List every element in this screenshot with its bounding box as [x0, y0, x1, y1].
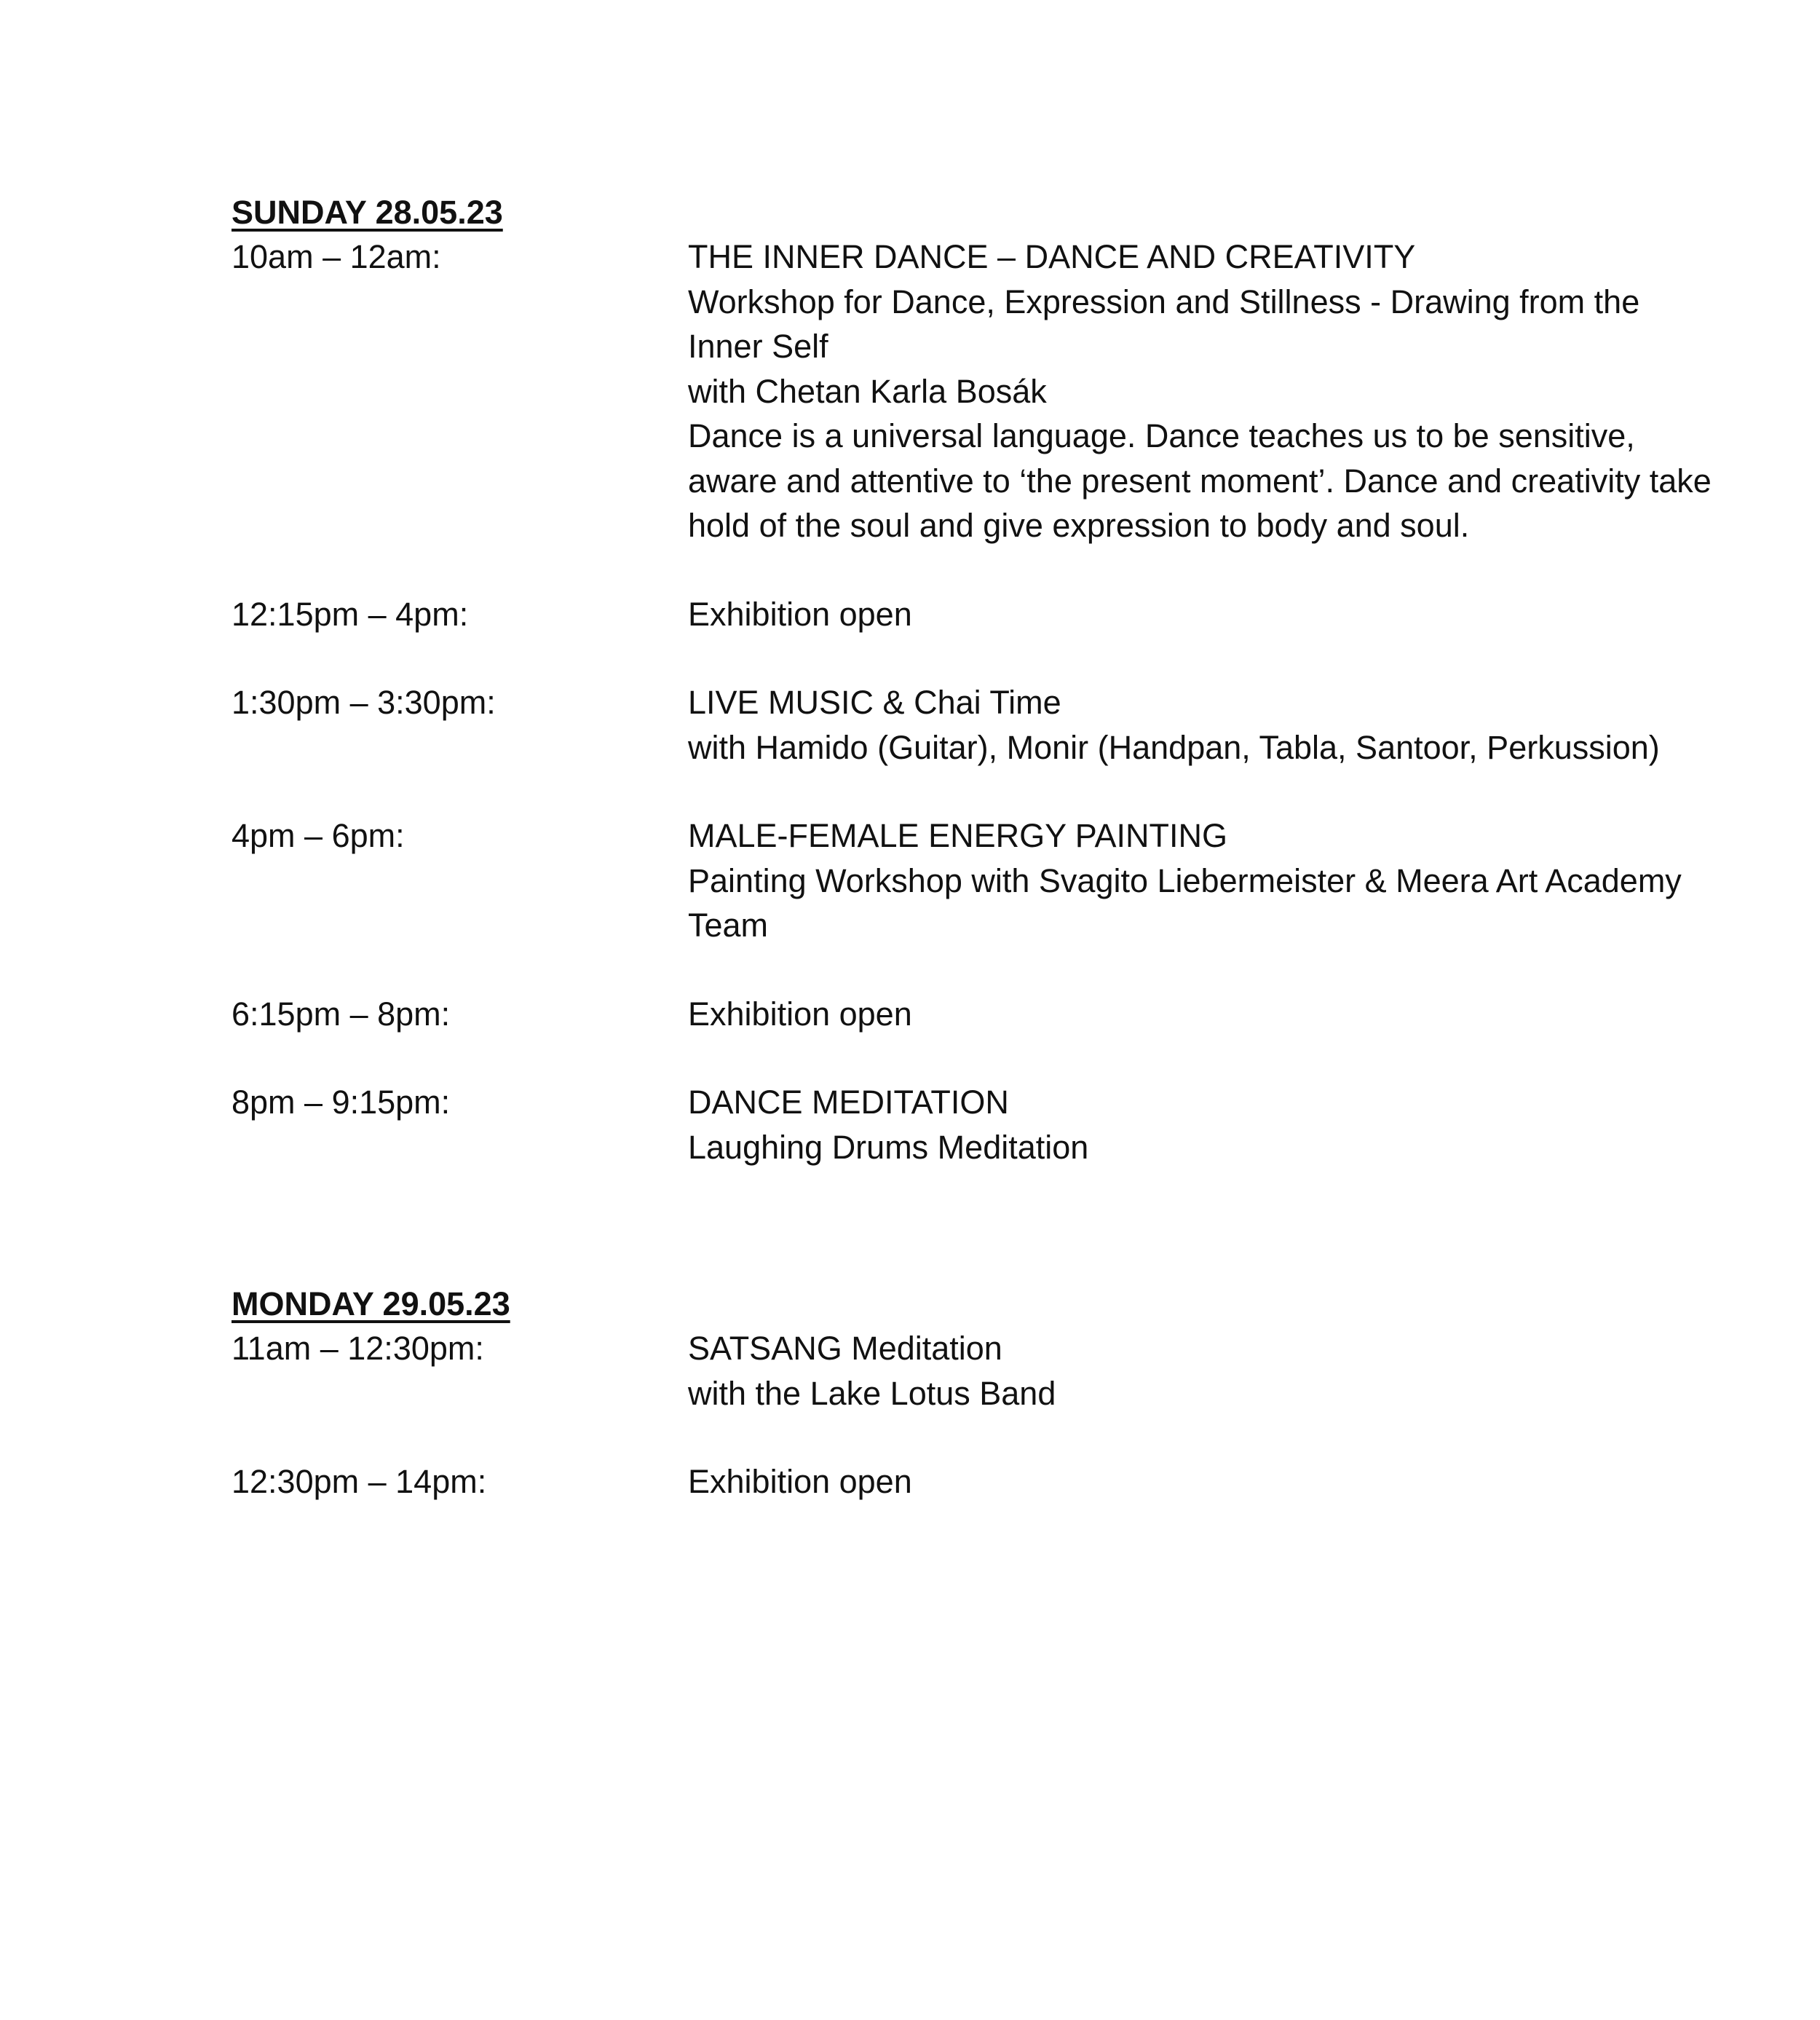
entry-subtitle: Painting Workshop with Svagito Liebermeister & Meera Art Academy Team: [688, 861, 1682, 944]
entry-title: SATSANG Meditation: [688, 1330, 1002, 1367]
entry-details: [688, 992, 1717, 1037]
entry-time: 11am – 12:30pm:: [232, 1330, 484, 1367]
day-heading: SUNDAY 28.05.23: [232, 194, 503, 231]
schedule-entry: [232, 1459, 1717, 1504]
entry-time: 12:15pm – 4pm:: [232, 595, 469, 633]
day-heading: MONDAY 29.05.23: [232, 1285, 510, 1322]
schedule-entry: [232, 234, 1717, 548]
day-sunday: [232, 191, 1717, 1169]
entry-details: [688, 1080, 1717, 1169]
entry-details: [688, 234, 1717, 548]
schedule-entry: [232, 592, 1717, 637]
entry-title: Exhibition open: [688, 1463, 912, 1500]
entry-subtitle: with the Lake Lotus Band: [688, 1374, 1056, 1412]
entry-title: MALE-FEMALE ENERGY PAINTING: [688, 817, 1227, 854]
schedule-entry: [232, 1326, 1717, 1416]
entry-details: [688, 813, 1717, 948]
entry-subtitle: with Hamido (Guitar), Monir (Handpan, Tabla, Santoor, Perkussion): [688, 728, 1660, 766]
entry-subtitle: Workshop for Dance, Expression and Stillness - Drawing from the Inner Self: [688, 283, 1640, 365]
schedule-entry: [232, 992, 1717, 1037]
entry-details: [688, 592, 1717, 637]
entry-title: LIVE MUSIC & Chai Time: [688, 684, 1061, 721]
entry-details: [688, 1459, 1717, 1504]
schedule-document: [232, 191, 1717, 1504]
entry-time: 12:30pm – 14pm:: [232, 1463, 487, 1500]
schedule-entry: [232, 680, 1717, 770]
entry-host: with Chetan Karla Bosák: [688, 372, 1047, 410]
entry-subtitle: Laughing Drums Meditation: [688, 1128, 1089, 1166]
entry-time: 8pm – 9:15pm:: [232, 1084, 451, 1121]
day-monday: [232, 1282, 1717, 1504]
schedule-entry: [232, 1080, 1717, 1169]
entry-title: Exhibition open: [688, 995, 912, 1033]
entry-time: 6:15pm – 8pm:: [232, 995, 451, 1033]
entry-description: Dance is a universal language. Dance teaches us to be sensitive, aware and attentive to ‘the present moment’. Dance and creativity take hold of the soul and give expression to body and soul.: [688, 417, 1712, 544]
entry-time: 4pm – 6pm:: [232, 817, 405, 854]
entry-time: 1:30pm – 3:30pm:: [232, 684, 496, 721]
schedule-entry: [232, 813, 1717, 948]
entry-details: [688, 680, 1717, 770]
entry-time: 10am – 12am:: [232, 238, 441, 275]
entry-title: Exhibition open: [688, 595, 912, 633]
entry-title: DANCE MEDITATION: [688, 1084, 1009, 1121]
entry-title: THE INNER DANCE – DANCE AND CREATIVITY: [688, 238, 1416, 275]
entry-details: [688, 1326, 1717, 1416]
